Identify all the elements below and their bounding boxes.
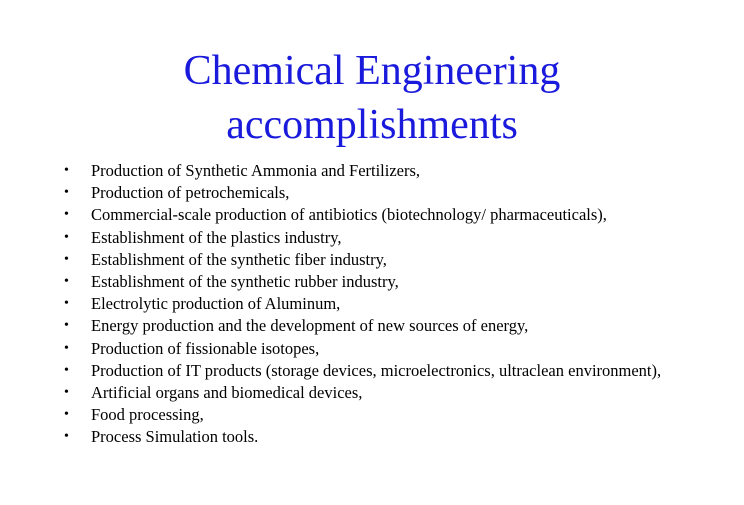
list-item	[64, 383, 724, 402]
list-item	[64, 228, 724, 247]
list-item-text: Commercial-scale production of antibiotics (biotechnology/ pharmaceuticals),	[91, 205, 607, 225]
bullet-icon: •	[64, 429, 69, 445]
bullet-icon: •	[64, 163, 69, 178]
list-item-text: Production of petrochemicals,	[91, 183, 290, 203]
bullet-icon: •	[64, 185, 69, 201]
list-item	[64, 205, 724, 224]
list-item	[64, 405, 724, 424]
list-item-text: Process Simulation tools.	[91, 427, 259, 447]
list-item-text: Establishment of the plastics industry,	[91, 227, 342, 247]
list-item	[64, 361, 724, 380]
bullet-icon: •	[64, 318, 69, 334]
bullet-icon: •	[64, 362, 69, 378]
bullet-icon: •	[64, 296, 69, 312]
list-item-text: Energy production and the development of new sources of energy,	[91, 316, 529, 336]
bullet-list	[64, 161, 724, 449]
list-item	[64, 427, 724, 446]
list-item	[64, 272, 724, 291]
slide-title	[0, 44, 744, 152]
bullet-icon: •	[64, 384, 69, 400]
slide-title-line-1: Chemical Engineering	[183, 48, 561, 94]
list-item-text: Electrolytic production of Aluminum,	[91, 294, 341, 314]
bullet-icon: •	[64, 251, 69, 267]
list-item	[64, 316, 724, 335]
list-item-text: Establishment of the synthetic rubber industry,	[91, 271, 399, 291]
list-item-text: Food processing,	[91, 405, 204, 425]
bullet-icon: •	[64, 273, 69, 289]
slide-title-line-2: accomplishments	[226, 102, 518, 148]
list-item-text: Production of Synthetic Ammonia and Fertilizers,	[91, 161, 421, 180]
bullet-icon: •	[64, 207, 69, 223]
list-item	[64, 339, 724, 358]
list-item	[64, 161, 724, 180]
bullet-icon: •	[64, 340, 69, 356]
list-item-text: Establishment of the synthetic fiber industry,	[91, 249, 387, 269]
bullet-icon: •	[64, 407, 69, 423]
list-item	[64, 294, 724, 313]
list-item-text: Production of IT products (storage devices, microelectronics, ultraclean environment),	[91, 360, 662, 380]
list-item-text: Production of fissionable isotopes,	[91, 338, 320, 358]
bullet-icon: •	[64, 229, 69, 245]
list-item	[64, 250, 724, 269]
list-item	[64, 183, 724, 202]
list-item-text: Artificial organs and biomedical devices,	[91, 382, 363, 402]
